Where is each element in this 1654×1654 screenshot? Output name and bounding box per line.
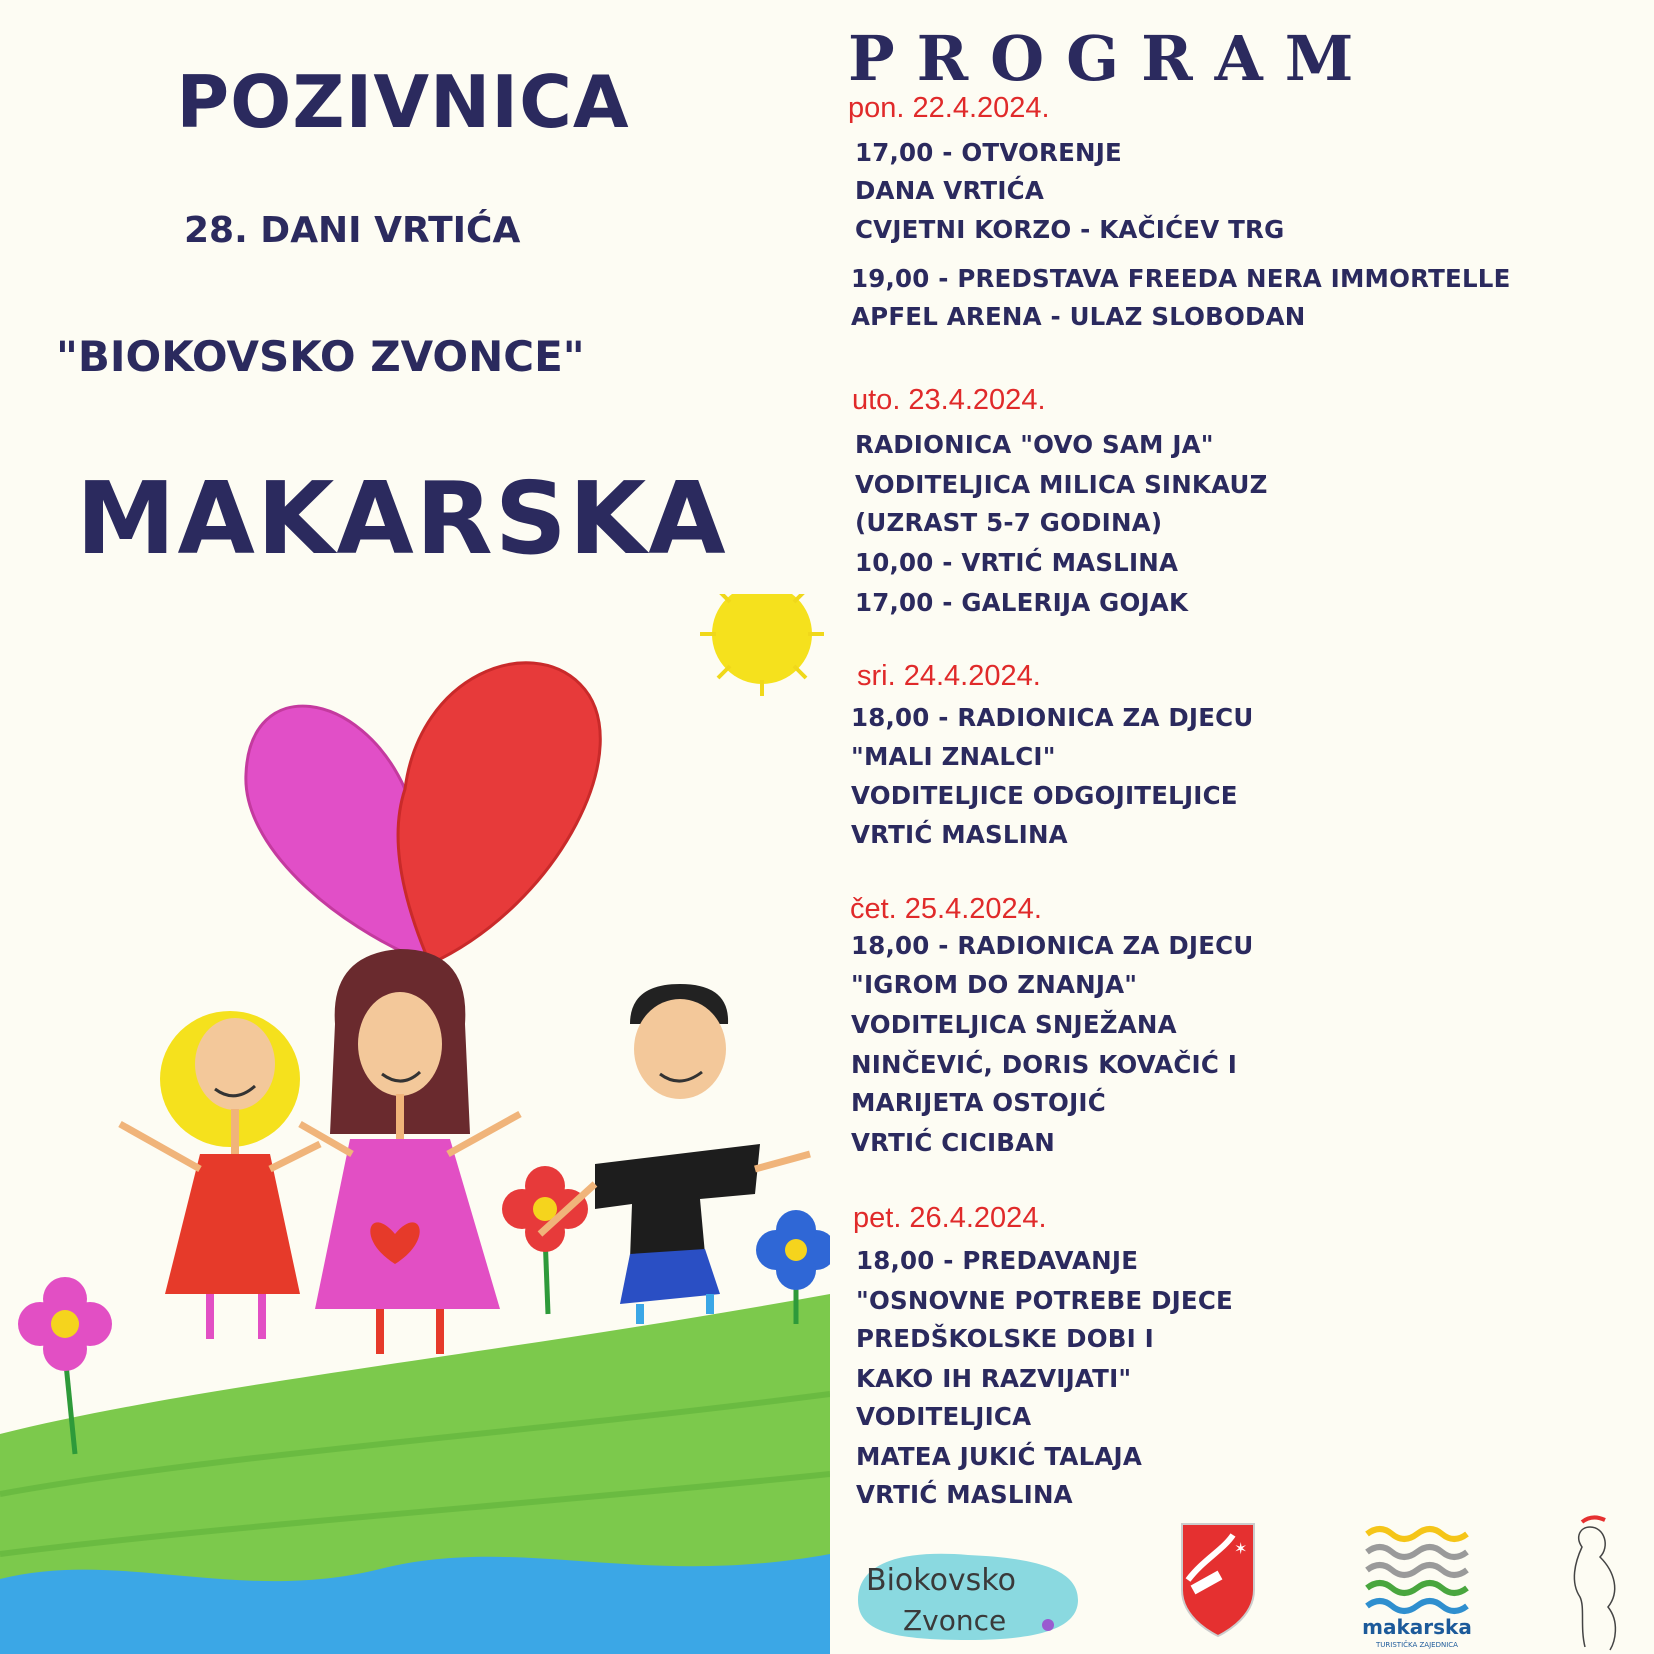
day-date-wednesday: sri. 24.4.2024. [857,660,1041,692]
program-line: VODITELJICE ODGOJITELJICE [851,781,1238,810]
program-line: VODITELJICA MILICA SINKAUZ [855,470,1268,499]
program-line: "OSNOVNE POTREBE DJECE [856,1286,1233,1315]
program-line: NINČEVIĆ, DORIS KOVAČIĆ I [851,1050,1238,1079]
program-line: VRTIĆ CICIBAN [851,1128,1055,1157]
child-drawing-illustration [0,594,830,1654]
makarska-coat-of-arms-logo [1178,1520,1258,1640]
girl-brown-hair-drawing [300,949,520,1354]
invitation-title: POZIVNICA [176,60,630,144]
program-line: 18,00 - PREDAVANJE [856,1246,1139,1275]
program-line: 10,00 - VRTIĆ MASLINA [855,548,1179,577]
program-line: VRTIĆ MASLINA [851,820,1068,849]
woman-figure-logo [1560,1512,1630,1652]
biokovsko-zvonce-logo [848,1530,1088,1650]
flower-drawing-middle [502,1166,588,1314]
program-line: (UZRAST 5-7 GODINA) [855,508,1163,537]
program-line: VODITELJICA SNJEŽANA [851,1010,1177,1039]
program-line: "IGROM DO ZNANJA" [851,970,1138,999]
svg-text:TURISTIČKA ZAJEDNICA: TURISTIČKA ZAJEDNICA [1376,1641,1458,1649]
program-line: "MALI ZNALCI" [851,742,1056,771]
program-line: 17,00 - OTVORENJE [855,138,1122,167]
program-line: 17,00 - GALERIJA GOJAK [855,588,1189,617]
svg-text:makarska: makarska [1362,1615,1472,1639]
heart-drawing [246,663,600,964]
program-heading: PROGRAM [848,22,1376,95]
program-line: PREDŠKOLSKE DOBI I [856,1324,1154,1353]
svg-text:✶: ✶ [1234,1539,1248,1558]
svg-text:Biokovsko: Biokovsko [866,1563,1016,1598]
program-line: VODITELJICA [856,1402,1032,1431]
boy-drawing [540,984,810,1324]
program-line: 19,00 - PREDSTAVA FREEDA NERA IMMORTELLE [851,264,1511,293]
program-line: RADIONICA "OVO SAM JA" [855,430,1214,459]
svg-text:Zvonce: Zvonce [903,1604,1007,1637]
program-line: MARIJETA OSTOJIĆ [851,1088,1106,1117]
program-line: CVJETNI KORZO - KAČIĆEV TRG [855,215,1285,244]
program-line: 18,00 - RADIONICA ZA DJECU [851,931,1254,960]
program-line: APFEL ARENA - ULAZ SLOBODAN [851,302,1306,331]
event-edition: 28. DANI VRTIĆA [184,210,521,251]
day-date-monday: pon. 22.4.2024. [848,92,1050,124]
day-date-friday: pet. 26.4.2024. [853,1202,1047,1234]
program-line: MATEA JUKIĆ TALAJA [856,1442,1143,1471]
program-line: DANA VRTIĆA [855,176,1044,205]
kindergarten-name: "BIOKOVSKO ZVONCE" [56,332,585,381]
program-line: 18,00 - RADIONICA ZA DJECU [851,703,1254,732]
program-line: KAKO IH RAZVIJATI" [856,1364,1132,1393]
girl-yellow-hair-drawing [120,1011,320,1339]
sun-drawing [700,594,824,696]
makarska-tourist-board-logo [1362,1520,1472,1650]
city-title: MAKARSKA [76,460,728,577]
day-date-thursday: čet. 25.4.2024. [850,893,1042,925]
program-line: VRTIĆ MASLINA [856,1480,1073,1509]
day-date-tuesday: uto. 23.4.2024. [852,384,1046,416]
